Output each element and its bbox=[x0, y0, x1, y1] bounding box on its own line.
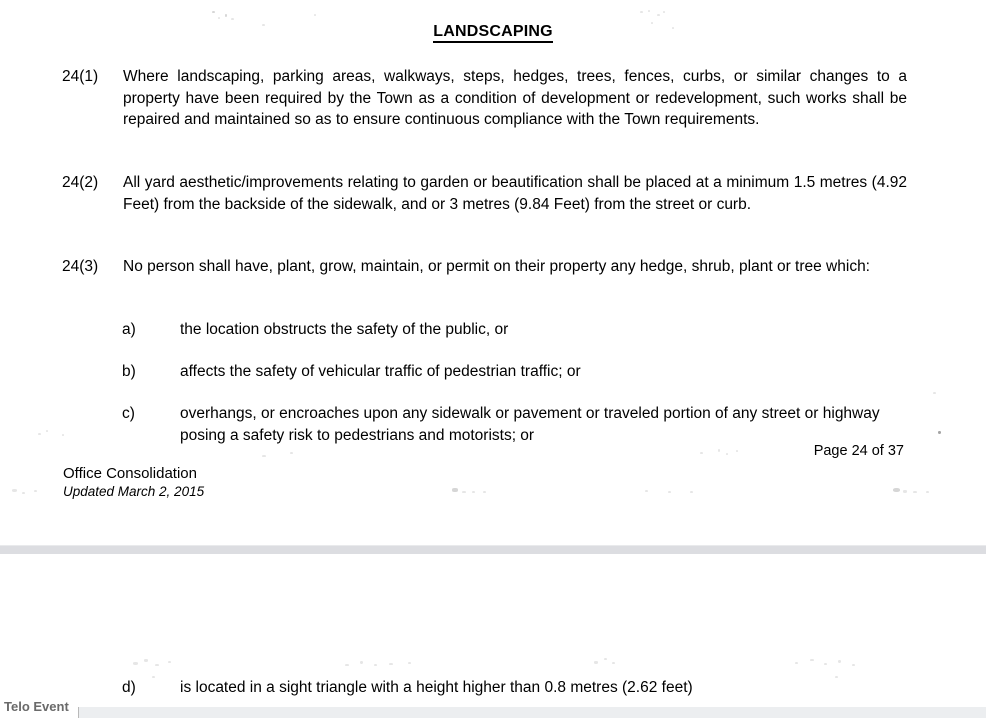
clause-text: No person shall have, plant, grow, maintain, or permit on their property any hedge, shrub, plant or tree which: bbox=[123, 258, 870, 275]
subclause-text: affects the safety of vehicular traffic of pedestrian traffic; or bbox=[180, 363, 581, 380]
page-number: Page 24 of 37 bbox=[813, 443, 904, 459]
page-title bbox=[0, 23, 986, 41]
clause-text: Where landscaping, parking areas, walkways, steps, hedges, trees, fences, curbs, or similar changes to a property have been required by the Town as a condition of development or redevelopment, such works shall be repaired and maintained so as to ensure continuous compliance with the Town requirements. bbox=[123, 68, 907, 128]
viewer-bottom-chrome bbox=[0, 699, 986, 718]
document-footer bbox=[63, 464, 204, 500]
clause-text: All yard aesthetic/improvements relating to garden or beautification shall be placed at a minimum 1.5 metres (4.92 Feet) from the backside of the sidewalk, and or 3 metres (9.84 Feet) from the street or curb. bbox=[123, 174, 907, 213]
subclause-d bbox=[122, 677, 907, 699]
subclause-c bbox=[122, 403, 907, 446]
chrome-tab-label[interactable]: Telo Event bbox=[4, 699, 69, 714]
clause-24-3 bbox=[62, 256, 907, 278]
subclause-a bbox=[122, 319, 907, 341]
subclause-text: the location obstructs the safety of the public, or bbox=[180, 321, 509, 338]
subclause-letter: b) bbox=[122, 363, 136, 380]
subclause-text: is located in a sight triangle with a height higher than 0.8 metres (2.62 feet) bbox=[180, 679, 693, 696]
clause-24-2 bbox=[62, 172, 907, 215]
clause-number: 24(2) bbox=[62, 174, 99, 191]
chrome-divider bbox=[78, 707, 79, 718]
footer-office-consolidation: Office Consolidation bbox=[63, 465, 197, 482]
clause-24-1 bbox=[62, 66, 907, 131]
chrome-toolbar-strip[interactable] bbox=[79, 707, 986, 718]
clause-number: 24(3) bbox=[62, 258, 99, 275]
subclause-letter: d) bbox=[122, 679, 136, 696]
subclause-b bbox=[122, 361, 907, 383]
clause-number: 24(1) bbox=[62, 68, 99, 85]
subclause-text: overhangs, or encroaches upon any sidewalk or pavement or traveled portion of any street or highway posing a safety risk to pedestrians and motorists; or bbox=[180, 405, 880, 444]
subclause-letter: a) bbox=[122, 321, 136, 338]
footer-updated-date: Updated March 2, 2015 bbox=[63, 484, 205, 499]
scanned-page-2 bbox=[0, 554, 986, 707]
subclause-letter: c) bbox=[122, 405, 135, 422]
page-title-text: LANDSCAPING bbox=[433, 23, 553, 43]
